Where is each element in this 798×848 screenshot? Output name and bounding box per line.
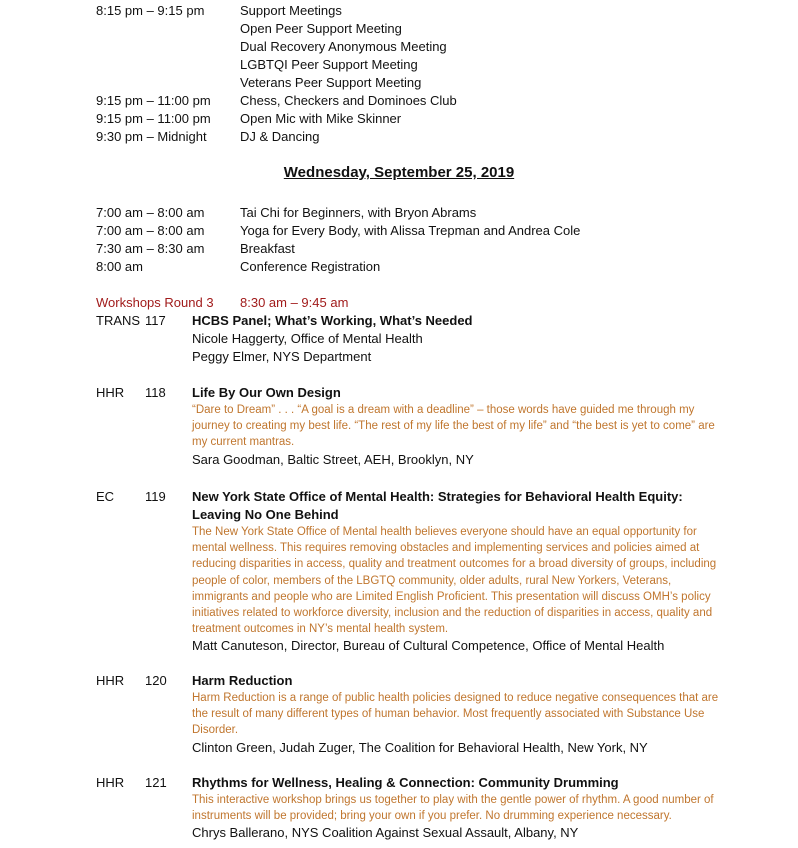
time-slot: 8:00 am [96,259,143,274]
workshop-description: The New York State Office of Mental health believes everyone should have an equal opportunity for [192,526,697,538]
event-item: Conference Registration [240,259,381,274]
workshop-description: immigrants and people who are Limited English Proficient. This presentation will discuss OMH’s policy [192,590,711,603]
workshop-track-code: EC [96,489,115,504]
workshop-description: the result of many different types of human behavior. Most frequently associated with Substance Use [192,708,705,721]
workshop-title: Life By Our Own Design [192,385,341,400]
event-item: Dual Recovery Anonymous Meeting [240,39,447,54]
workshop-description: my current mantras. [192,436,295,449]
workshop-entry [192,488,772,655]
workshops-round-time: 8:30 am – 9:45 am [240,295,349,310]
workshop-entry [192,312,772,366]
workshops-round-label: Workshops Round 3 [96,295,214,310]
workshop-presenter: Sara Goodman, Baltic Street, AEH, Brooklyn, NY [192,451,474,467]
workshop-description: journey to creating my best life. “The rest of my life the best of my life” and “the best is yet to come” are [192,420,715,433]
event-item: Open Peer Support Meeting [240,21,402,36]
workshop-entry [192,384,772,469]
event-item: Tai Chi for Beginners, with Bryon Abrams [240,205,477,220]
workshop-description: people of color, members of the LBGTQ community, older adults, rural New Yorkers, Veterans, [192,574,672,587]
event-item: Support Meetings [240,3,342,18]
workshop-entry [192,672,772,757]
event-item: Chess, Checkers and Dominoes Club [240,93,457,108]
workshop-description: initiatives related to workforce diversity, inclusion and the reduction of disparities in access, quality and [192,607,713,620]
day-heading: Wednesday, September 25, 2019 [283,164,515,181]
workshop-presenter: Chrys Ballerano, NYS Coalition Against Sexual Assault, Albany, NY [192,825,579,841]
workshop-number: 118 [145,385,166,400]
workshop-presenter: Matt Canuteson, Director, Bureau of Cultural Competence, Office of Mental Health [192,638,665,654]
workshop-description: reducing disparities in access, quality and treatment outcomes for a broad diversity of groups, including [192,558,717,571]
time-slot: 8:15 pm – 9:15 pm [96,3,205,18]
workshop-number: 117 [145,313,166,328]
workshop-track-code: HHR [96,673,125,688]
workshop-description: mental wellness. This requires removing obstacles and implementing services and policies aimed at [192,542,700,555]
workshop-title: Rhythms for Wellness, Healing & Connection: Community Drumming [192,775,619,790]
workshop-track-code: HHR [96,775,125,790]
event-item: Yoga for Every Body, with Alissa Trepman and Andrea Cole [240,223,581,238]
time-slot: 7:30 am – 8:30 am [96,241,205,256]
workshop-description: instruments will be provided; bring your own if you prefer. No drumming experience necessary. [192,810,672,823]
event-item: DJ & Dancing [240,129,320,144]
time-slot: 7:00 am – 8:00 am [96,223,205,238]
event-item: LGBTQI Peer Support Meeting [240,57,418,72]
workshop-presenter: Peggy Elmer, NYS Department [192,349,372,364]
time-slot: 9:30 pm – Midnight [96,129,207,144]
workshop-number: 121 [145,775,167,790]
workshop-description: This interactive workshop brings us together to play with the gentle power of rhythm. A good number of [192,794,714,806]
workshop-description: Disorder. [192,724,239,737]
workshop-entry [192,774,772,842]
event-item: Breakfast [240,241,295,256]
workshop-title: Leaving No One Behind [192,507,339,522]
workshop-description: Harm Reduction is a range of public health policies designed to reduce negative consequences that are [192,692,719,704]
workshop-description: “Dare to Dream” . . . “A goal is a dream with a deadline” – those words have guided me through my [192,404,695,416]
workshop-track-code: HHR [96,385,125,400]
workshop-track-code: TRANS [96,313,141,328]
event-item: Veterans Peer Support Meeting [240,75,422,90]
workshop-description: treatment outcomes in NY’s mental health system. [192,623,449,636]
workshop-title: Harm Reduction [192,673,293,688]
time-slot: 9:15 pm – 11:00 pm [96,111,211,126]
time-slot: 9:15 pm – 11:00 pm [96,93,211,108]
workshop-title: HCBS Panel; What’s Working, What’s Needed [192,313,473,328]
workshop-title: New York State Office of Mental Health: Strategies for Behavioral Health Equity: [192,489,683,504]
workshop-presenter: Clinton Green, Judah Zuger, The Coalition for Behavioral Health, New York, NY [192,739,648,755]
workshop-number: 119 [145,489,166,504]
workshop-number: 120 [145,673,167,688]
workshop-presenter: Nicole Haggerty, Office of Mental Health [192,331,423,346]
time-slot: 7:00 am – 8:00 am [96,205,205,220]
event-item: Open Mic with Mike Skinner [240,111,402,126]
